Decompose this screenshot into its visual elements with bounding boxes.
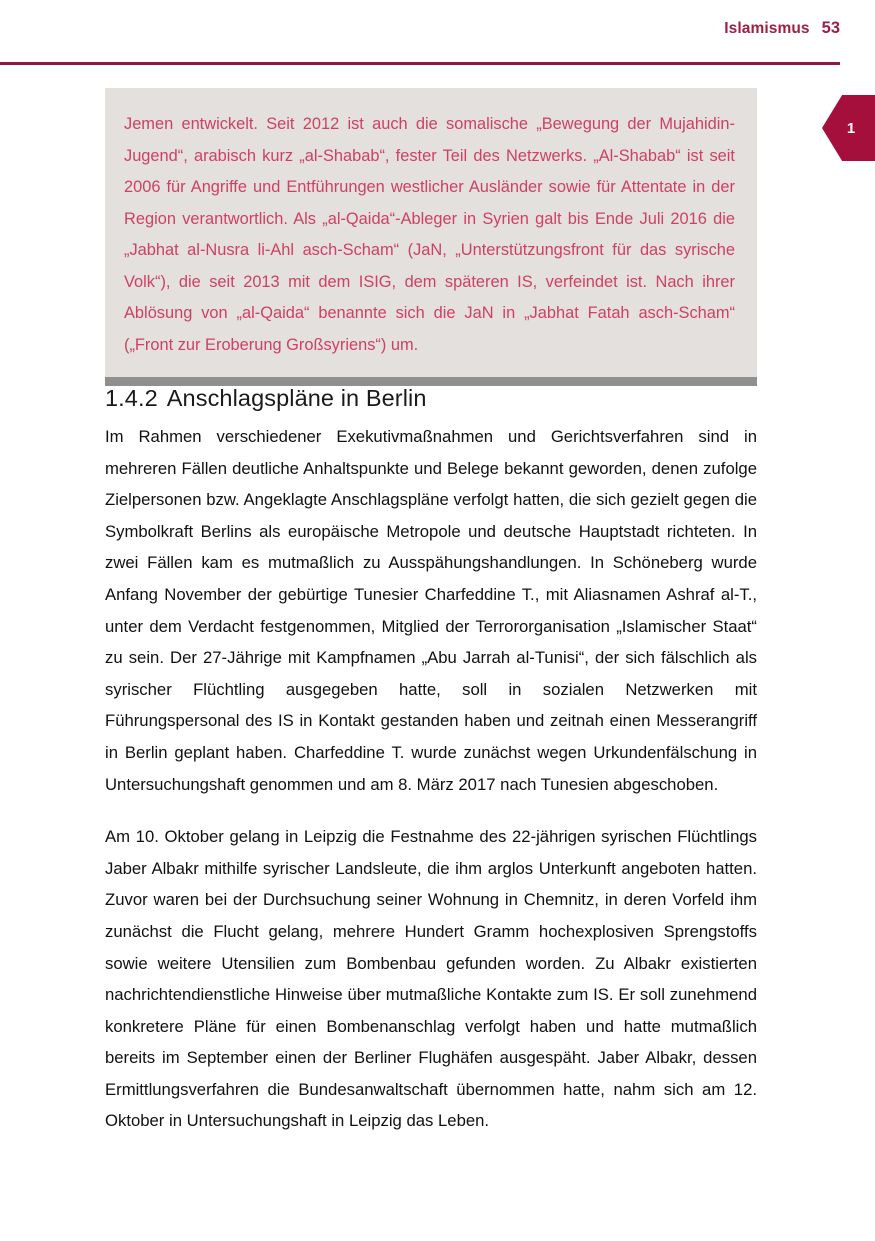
section-title: Anschlagspläne in Berlin	[166, 385, 427, 411]
page-number: 53	[821, 19, 840, 37]
section-number: 1.4.2	[105, 385, 158, 411]
callout-text: Jemen entwickelt. Seit 2012 ist auch die somalische „Bewegung der Mujahidin-Jugend“, arabisch kurz „al-Shabab“, fester Teil des Netzwerks. „Al-Shabab“ ist seit 2006 für Angriffe und Entführungen westlicher Ausländer sowie für Attentate in der Region verantwortlich. Als „al-Qaida“-Ableger in Syrien galt bis Ende Juli 2016 die „Jabhat al-Nusra li-Ahl asch-Scham“ (JaN, „Unterstützungsfront für das syrische Volk“), die seit 2013 mit dem ISIG, dem späteren IS, verfeindet ist. Nach ihrer Ablösung von „al-Qaida“ benannte sich die JaN in „Jabhat Fatah asch-Scham“ („Front zur Eroberung Großsyriens“) um.	[124, 115, 735, 354]
page-content	[105, 385, 757, 1137]
chapter-tab-number: 1	[846, 119, 856, 137]
header-rule	[0, 62, 840, 65]
running-head	[724, 19, 840, 38]
body-paragraph: Im Rahmen verschiedener Exekutivmaßnahmen und Gerichtsverfahren sind in mehreren Fällen deutliche Anhaltspunkte und Belege bekannt geworden, denen zufolge Zielpersonen bzw. Angeklagte Anschlagspläne verfolgt hatten, die sich gezielt gegen die Symbolkraft Berlins als europäische Metropole und deutsche Hauptstadt richteten. In zwei Fällen kam es mutmaßlich zu Ausspähungshandlungen. In Schöneberg wurde Anfang November der gebürtige Tunesier Charfeddine T., mit Aliasnamen Ashraf al-T., unter dem Verdacht festgenommen, Mitglied der Terrororganisation „Islamischer Staat“ zu sein. Der 27-Jährige mit Kampfnamen „Abu Jarrah al-Tunisi“, der sich fälschlich als syrischer Flüchtling ausgegeben hatte, soll in sozialen Netzwerken mit Führungspersonal des IS in Kontakt gestanden haben und zeitnah einen Messerangriff in Berlin geplant haben. Charfeddine T. wurde zunächst wegen Urkundenfälschung in Untersuchungshaft genommen und am 8. März 2017 nach Tunesien abgeschoben.	[105, 427, 757, 794]
page-header	[0, 0, 875, 72]
body-paragraph: Am 10. Oktober gelang in Leipzig die Festnahme des 22-jährigen syrischen Flüchtlings Jaber Albakr mithilfe syrischer Landsleute, die ihm arglos Unterkunft angeboten hatten. Zuvor waren bei der Durchsuchung seiner Wohnung in Chemnitz, in deren Vorfeld ihm zunächst die Flucht gelang, mehrere Hundert Gramm hochexplosiven Sprengstoffs sowie weitere Utensilien zum Bombenbau gefunden worden. Zu Albakr existierten nachrichtendienstliche Hinweise über mutmaßliche Kontakte zum IS. Er soll zunehmend konkretere Pläne für einen Bombenanschlag verfolgt haben und hatte mutmaßlich bereits im September einen der Berliner Flughäfen ausgespäht. Jaber Albakr, dessen Ermittlungsverfahren die Bundesanwaltschaft übernommen hatte, nahm sich am 12. Oktober in Untersuchungshaft in Leipzig das Leben.	[105, 827, 757, 1131]
running-head-title: Islamismus	[724, 20, 810, 37]
chapter-tab	[822, 95, 875, 161]
callout-box	[105, 88, 757, 377]
section-heading	[105, 385, 757, 412]
